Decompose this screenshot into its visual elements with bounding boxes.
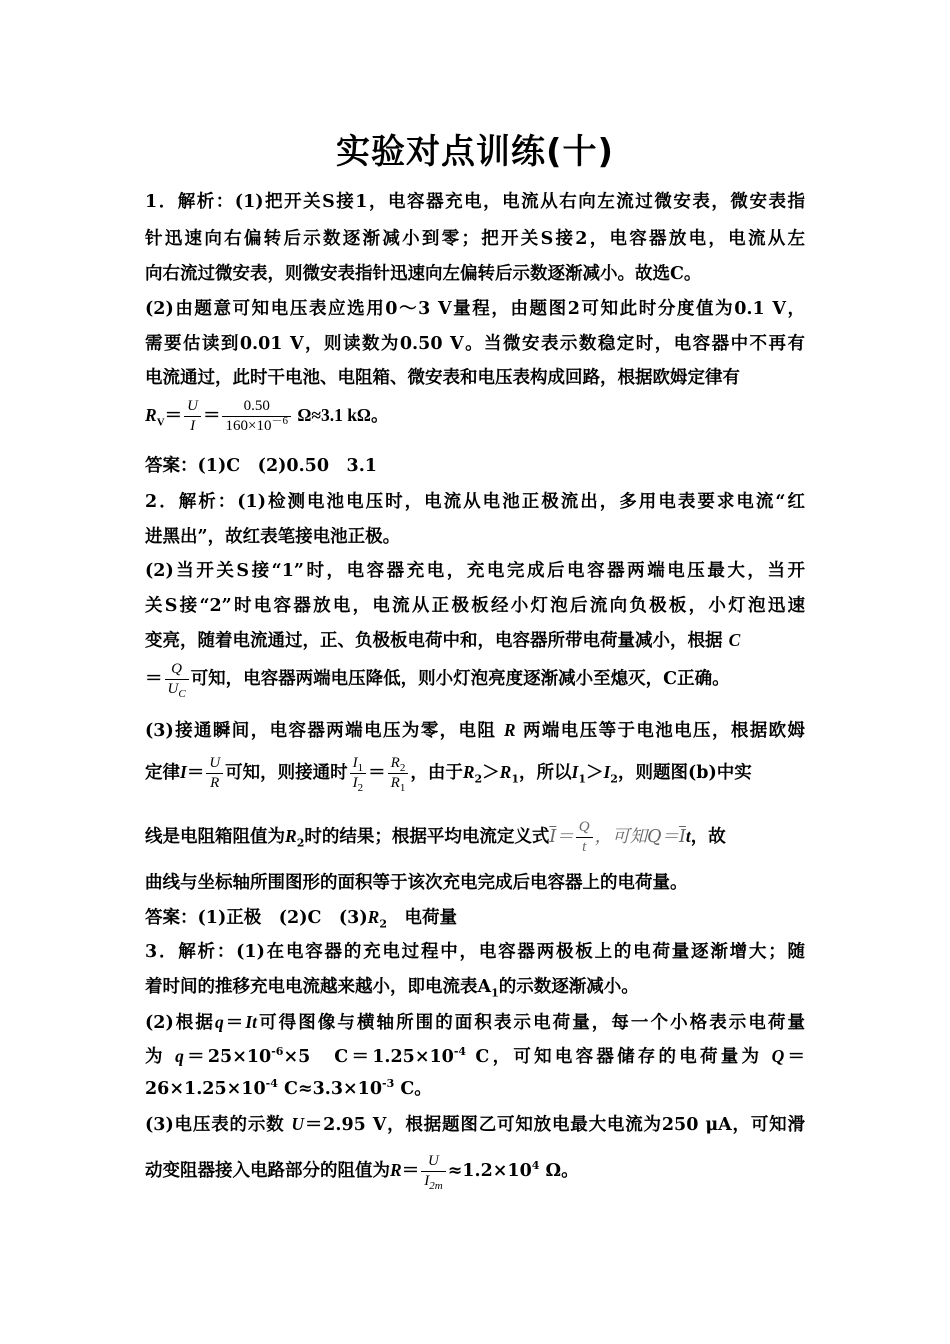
var-R: R	[503, 720, 516, 740]
var-R: R	[145, 405, 157, 425]
text: ×5 C＝1.25×10	[283, 1047, 454, 1067]
var-R: R	[390, 775, 400, 791]
var-I-bar: $\overline{I}$	[549, 827, 557, 847]
text: 可知，电容器两端电压降低，则小灯泡亮度逐渐减小至熄灭，C正确。	[190, 669, 730, 689]
text: (2)根据	[145, 1013, 215, 1033]
sub-1: 1	[399, 782, 406, 794]
fraction-Q-over-t	[576, 818, 593, 857]
text: 线是电阻箱阻值为	[145, 827, 285, 847]
q3-line-6	[145, 1112, 805, 1137]
text: C。	[394, 1079, 432, 1099]
text: 变亮，随着电流通过，正、负极板电荷中和，电容器所带电荷量减小，根据	[145, 631, 723, 651]
text: ，所以	[519, 763, 572, 783]
q3-line-3	[145, 1010, 805, 1035]
equals: ＝	[186, 763, 205, 783]
q1-line-2: 针迅速向右偏转后示数逐渐减小到零；把开关S接2，电容器放电，电流从左	[145, 229, 805, 249]
q1-answer: 答案：(1)C (2)0.50 3.1	[145, 456, 377, 476]
denominator	[222, 417, 290, 436]
text: 可得图像与横轴所围的面积表示电荷量，每一个小格表示电荷量	[257, 1013, 805, 1033]
equals: ＝	[202, 406, 221, 426]
var-I: I	[571, 762, 579, 782]
greater-than: ＞	[585, 763, 604, 783]
q1-line-6: 电流通过，此时干电池、电阻箱、微安表和电压表构成回路，根据欧姆定律有	[145, 368, 740, 388]
equals: ＝	[368, 763, 386, 783]
text: 可知，则接通时	[225, 763, 348, 783]
den-base: 160×10	[225, 418, 272, 434]
var-Q: Q	[771, 1046, 785, 1066]
q1-line-4: (2)由题意可知电压表应选用0～3 V量程，由题图2可知此时分度值为0.1 V，	[145, 299, 805, 319]
text: 电荷量	[386, 908, 457, 928]
q1-line-1: 1．解析：(1)把开关S接1，电容器充电，电流从右向左流过微安表，微安表指	[145, 192, 805, 212]
q2-line-3: (2)当开关S接“1”时，电容器充电，充电完成后电容器两端电压最大，当开	[145, 561, 805, 581]
text: ，由于	[410, 763, 463, 783]
var-R: R	[390, 755, 400, 771]
var-R: R	[462, 762, 475, 782]
denominator: R	[210, 775, 220, 791]
text: 26×1.25×10	[145, 1079, 266, 1099]
denominator	[165, 680, 189, 699]
equals: ＝	[223, 1013, 246, 1033]
exp: -6	[271, 1045, 284, 1059]
q2-line-1: 2．解析：(1)检测电池电压时，电流从电池正极流出，多用电表要求电流“红	[145, 492, 805, 512]
fraction-I1-over-I2	[350, 754, 367, 793]
text: 定律	[145, 763, 180, 783]
numerator: U	[184, 397, 201, 417]
numerator: Q	[576, 818, 593, 838]
sub-2: 2	[474, 772, 483, 786]
numerator: 0.50	[222, 397, 290, 417]
q2-answer	[145, 905, 457, 930]
exp: -4	[265, 1077, 278, 1091]
q2-line-9	[145, 818, 726, 857]
sub-1: 1	[357, 762, 364, 774]
q3-line-5	[145, 1077, 432, 1101]
var-q: q	[175, 1046, 184, 1066]
var-U: U	[291, 1114, 305, 1134]
fraction-U-over-R	[206, 754, 223, 793]
text: ≈1.2×10	[447, 1161, 532, 1181]
text: (3)接通瞬间，电容器两端电压为零，电阻	[145, 721, 497, 741]
q2-line-8	[145, 754, 752, 793]
equals: ＝	[784, 1047, 806, 1067]
q3-line-7	[145, 1152, 579, 1191]
equals: ＝	[164, 406, 183, 426]
q2-line-10: 曲线与坐标轴所围图形的面积等于该次充电完成后电容器上的电荷量。	[145, 873, 688, 893]
q2-line-4: 关S接“2”时电容器放电，电流从正极板经小灯泡后流向负极板，小灯泡迅速	[145, 596, 805, 616]
var-R: R	[499, 762, 512, 782]
exp: -4	[453, 1045, 467, 1059]
var-I-bar: $\overline{I}$	[678, 827, 686, 847]
sub-2: 2	[357, 782, 364, 794]
var-U: U	[167, 681, 179, 697]
sub-1: 1	[578, 772, 586, 786]
equals: ＝	[556, 827, 574, 847]
q1-formula	[145, 397, 388, 436]
text: 为	[145, 1047, 166, 1067]
fraction-Q-over-Uc	[165, 660, 189, 699]
numerator: U	[206, 754, 223, 774]
denominator: I	[190, 418, 196, 434]
var-I: I	[603, 762, 611, 782]
var-I: I	[424, 1173, 430, 1189]
q3-line-2	[145, 975, 639, 999]
avg-current-formula	[549, 819, 686, 855]
sub-2: 2	[610, 772, 618, 786]
var-I: I	[352, 775, 358, 791]
text: 答案：(1)正极 (2)C (3)	[145, 908, 368, 928]
den-exp: －6	[271, 415, 288, 427]
var-I: I	[352, 755, 358, 771]
greater-than: ＞	[482, 763, 500, 783]
text: ，则题图(b)中实	[617, 763, 752, 783]
var-q: q	[214, 1012, 224, 1032]
sub-1: 1	[491, 986, 499, 1000]
fraction-U-over-I2m	[421, 1152, 445, 1191]
text: 时的结果；根据平均电流定义式	[304, 827, 550, 847]
var-I: I	[180, 762, 187, 782]
var-C: C	[728, 630, 741, 650]
denominator: t	[582, 839, 587, 855]
text: C，可知电容器储存的电荷量为	[466, 1047, 763, 1067]
equals: ＝	[145, 669, 163, 689]
q2-line-5	[145, 628, 740, 653]
q1-line-3: 向右流过微安表，则微安表指针迅速向左偏转后示数逐渐减小。故选C。	[145, 264, 702, 284]
text: 两端电压等于电池电压，根据欧姆	[523, 721, 806, 741]
denominator	[421, 1172, 445, 1191]
text: ＝25×10	[183, 1047, 272, 1067]
text: 着时间的推移充电电流越来越小，即电流表A	[145, 977, 492, 997]
numerator	[350, 754, 367, 774]
q2-line-2: 进黑出”，故红表笔接电池正极。	[145, 527, 401, 547]
var-R: R	[390, 1160, 402, 1180]
exp: -3	[382, 1077, 395, 1091]
result: Ω≈3.1 kΩ。	[292, 405, 389, 425]
text: C≈3.3×10	[277, 1079, 383, 1099]
sub-1: 1	[511, 772, 520, 786]
sub-2m: 2m	[429, 1180, 443, 1192]
text: 动变阻器接入电路部分的阻值为	[145, 1161, 390, 1181]
sub-C: C	[178, 688, 186, 700]
numerator	[388, 754, 409, 774]
text: ，故	[690, 827, 726, 847]
sub-2: 2	[379, 917, 387, 931]
text: (3)电压表的示数	[145, 1115, 285, 1135]
sub-2: 2	[296, 836, 305, 850]
denominator	[350, 774, 367, 793]
var-R: R	[285, 826, 297, 846]
var-It: It	[245, 1012, 258, 1032]
q2-line-7	[145, 718, 805, 743]
sub-2: 2	[399, 762, 406, 774]
fraction-value	[222, 397, 290, 436]
page-title: 实验对点训练(十)	[335, 132, 615, 172]
text: 的示数逐渐减小。	[498, 977, 639, 997]
sub-V: V	[156, 416, 165, 429]
fraction-R2-over-R1	[388, 754, 409, 793]
q3-line-1: 3．解析：(1)在电容器的充电过程中，电容器两极板上的电荷量逐渐增大；随	[145, 942, 805, 962]
q2-line-6	[145, 660, 730, 699]
var-t: t	[685, 826, 691, 846]
text: ，可知Q＝	[594, 827, 679, 847]
fraction-U-over-I	[184, 397, 201, 436]
numerator: Q	[165, 660, 189, 680]
var-R: R	[367, 907, 380, 927]
text: Ω。	[539, 1161, 579, 1181]
text: ＝2.95 V，根据题图乙可知放电最大电流为250 μA，可知滑	[304, 1115, 805, 1135]
q1-line-5: 需要估读到0.01 V，则读数为0.50 V。当微安表示数稳定时，电容器中不再有	[145, 334, 805, 354]
q3-line-4	[145, 1044, 805, 1069]
denominator	[388, 774, 409, 793]
equals: ＝	[401, 1161, 420, 1181]
numerator: U	[421, 1152, 445, 1172]
exp: 4	[531, 1159, 540, 1173]
